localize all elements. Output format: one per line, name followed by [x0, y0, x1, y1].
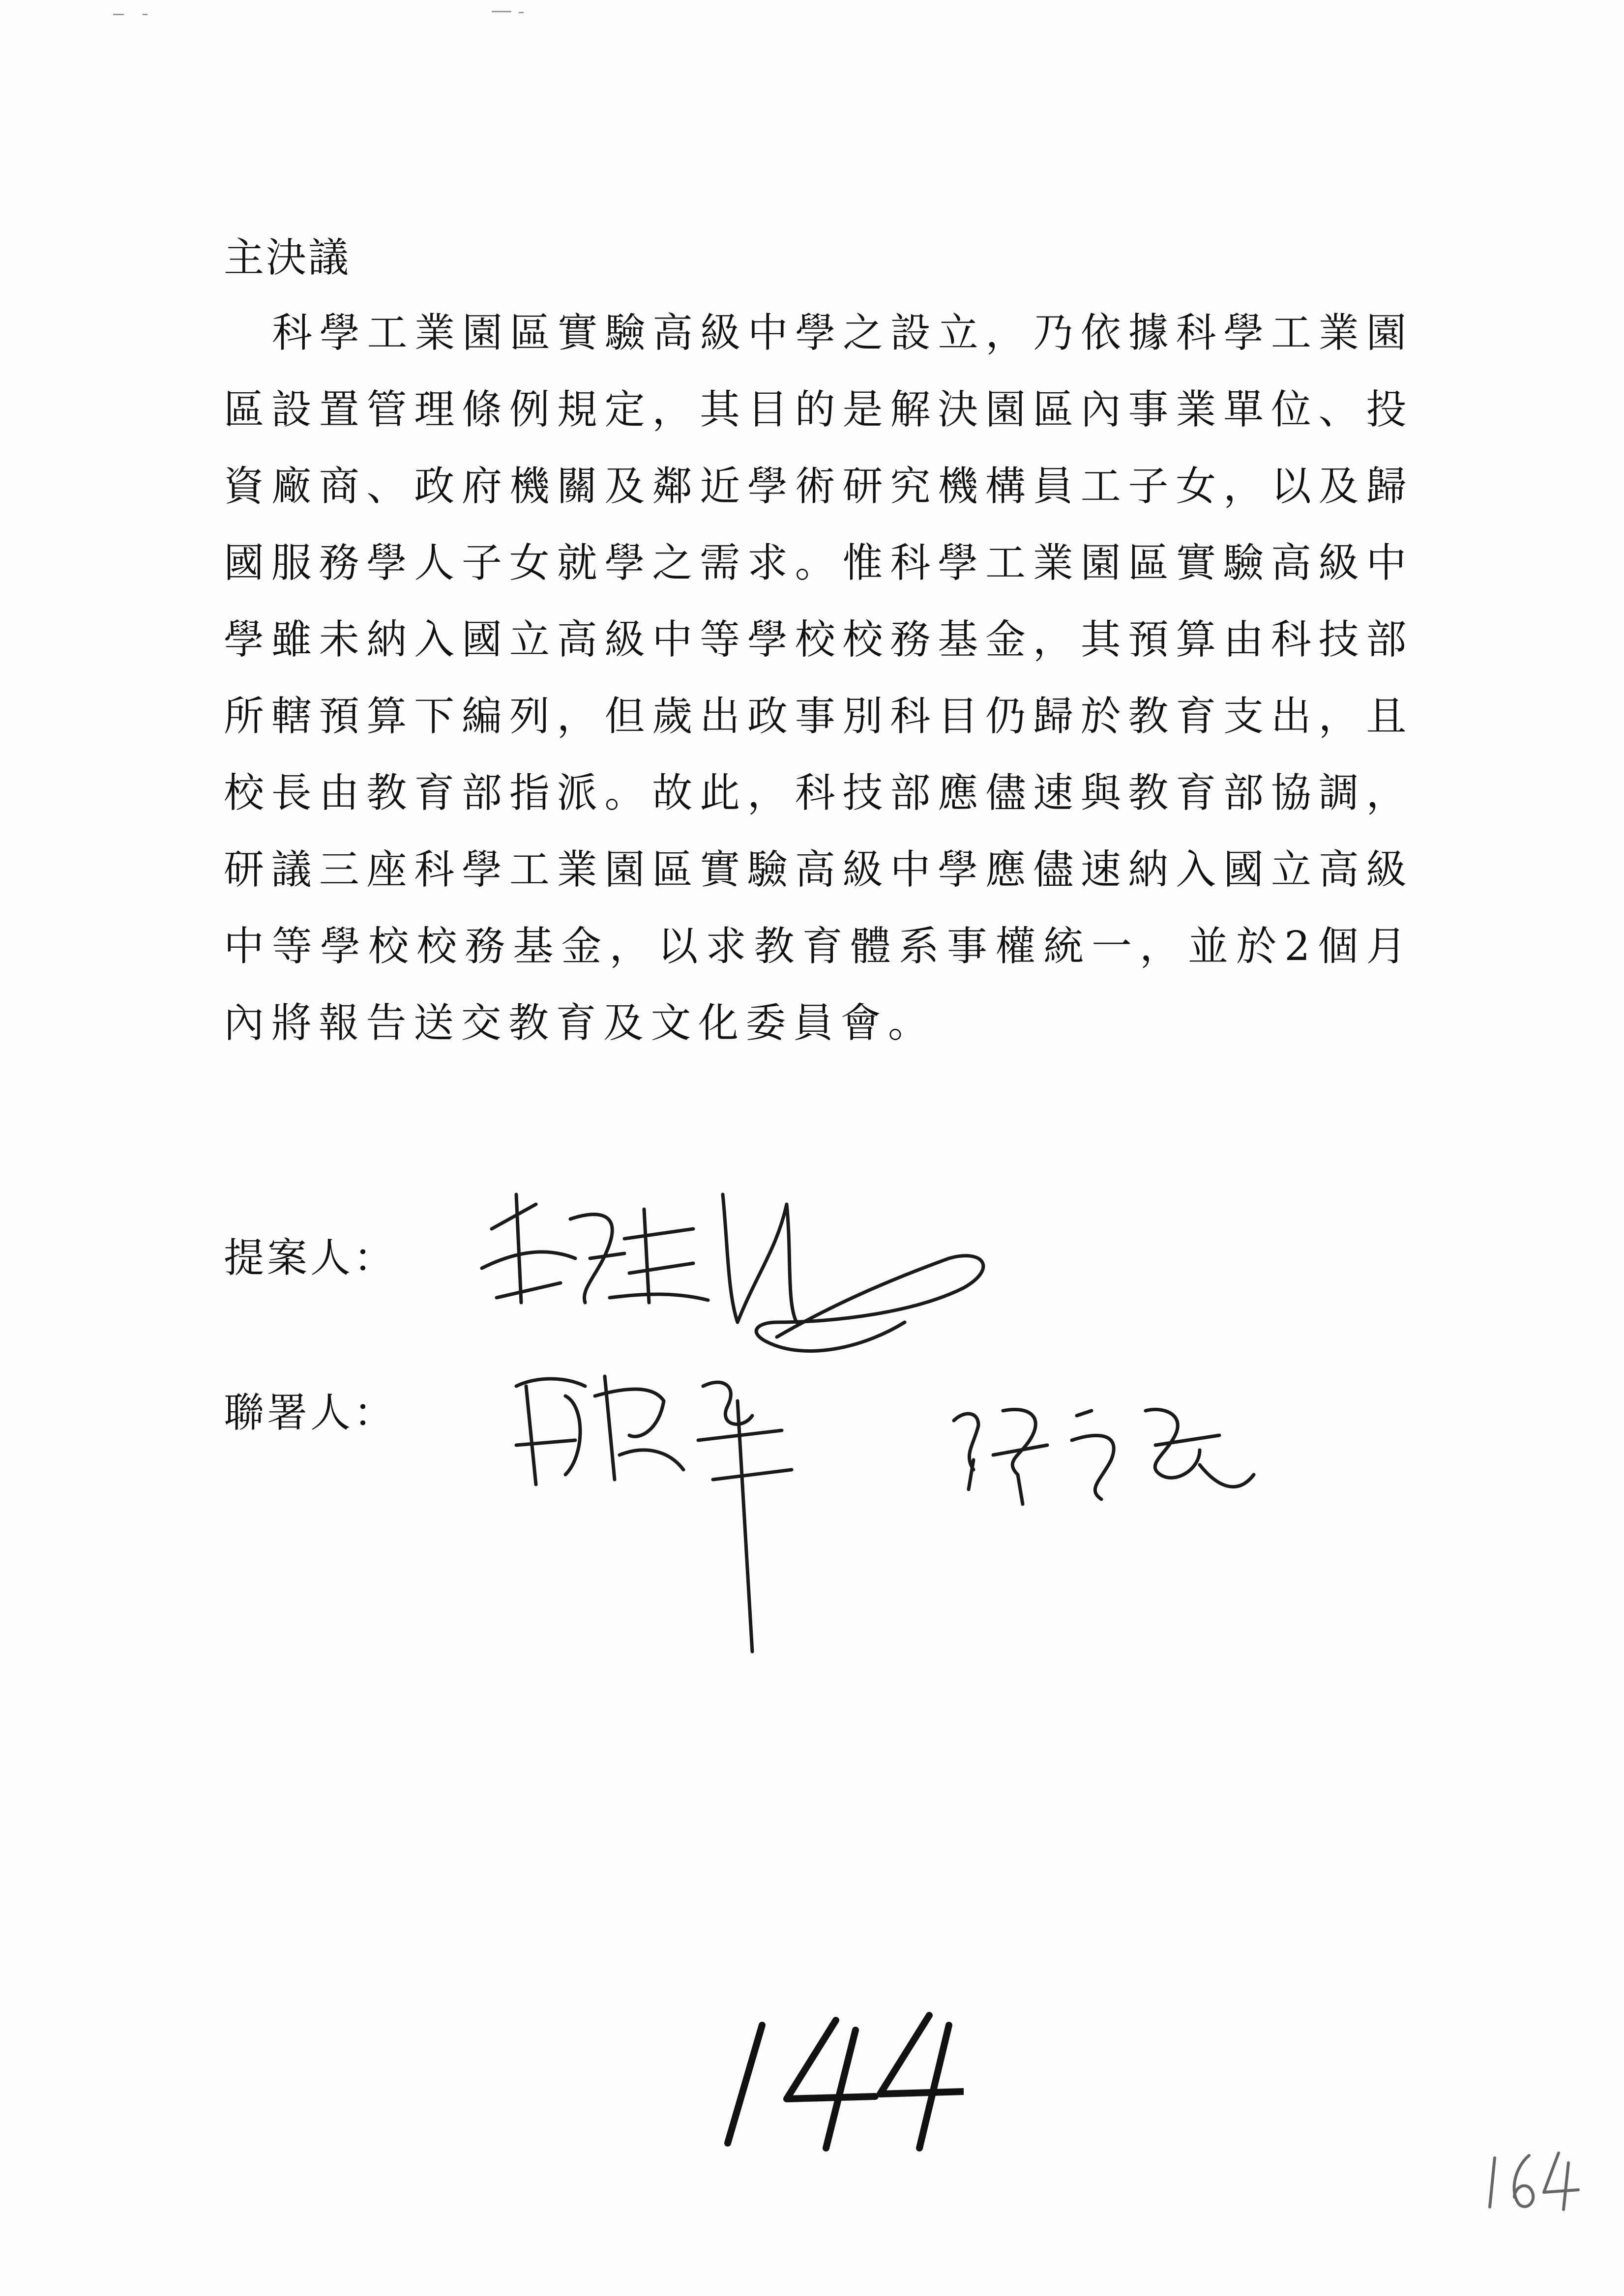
resolution-body: 科學工業園區實驗高級中學之設立，乃依據科學工業園區設置管理條例規定，其目的是解決園區內事業單位、投資廠商、政府機關及鄰近學術研究機構員工子女，以及歸國服務學人子女就學之需求。惟科學工業園區實驗高級中學雖未納入國立高級中等學校校務基金，其預算由科技部所轄預算下編列，但歲出政事別科目仍歸於教育支出，且校長由教育部指派。故此，科技部應儘速與教育部協調，研議三座科學工業園區實驗高級中學應儘速納入國立高級中等學校校務基金，以求教育體系事權統一，並於2個月內將報告送交教育及文化委員會。 — [224, 310, 1414, 1046]
page-number — [708, 2005, 964, 2153]
resolution-heading: 主決議 — [224, 234, 351, 281]
scan-mark — [492, 11, 511, 12]
scan-mark — [143, 14, 148, 15]
page-number-text: 144 — [708, 2005, 709, 2006]
folio-number-text: 164 — [1485, 2143, 1486, 2144]
scan-mark — [113, 14, 124, 15]
cosigner-signature-1 — [506, 1357, 860, 1661]
cosigner-label: 聯署人： — [224, 1390, 397, 1436]
folio-number — [1485, 2143, 1583, 2217]
cosigner-signature-2 — [944, 1391, 1264, 1519]
proposer-label: 提案人： — [224, 1235, 397, 1281]
proposer-signature — [462, 1175, 1028, 1381]
scan-mark — [519, 12, 524, 13]
